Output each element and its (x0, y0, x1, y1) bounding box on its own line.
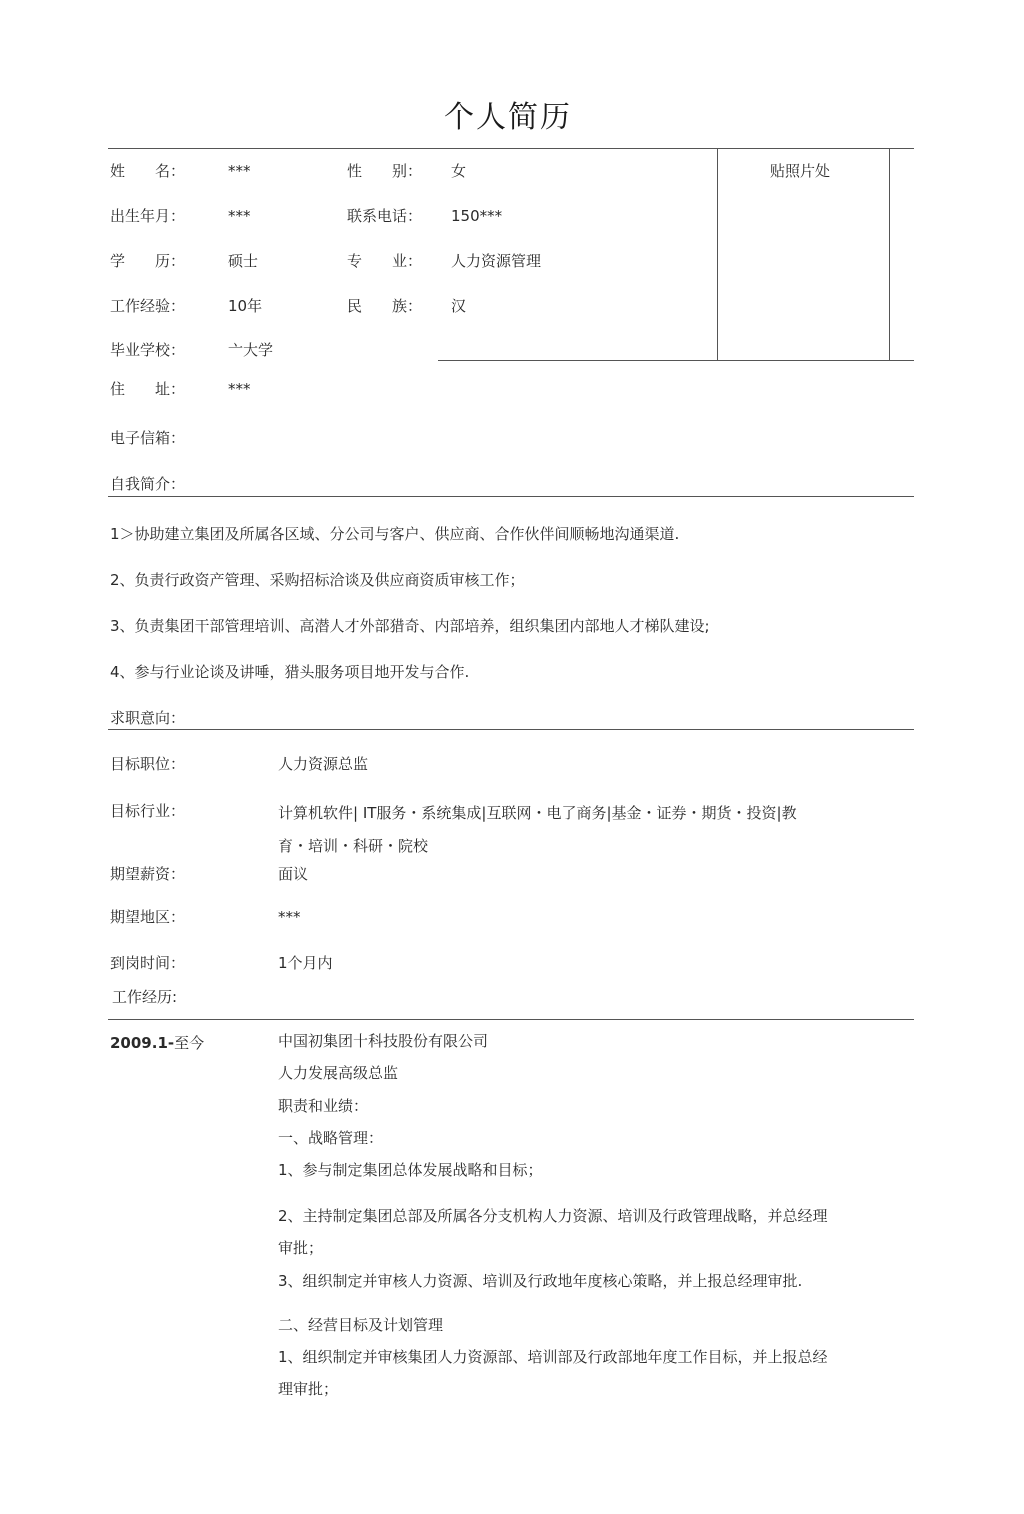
intro-rule (108, 496, 914, 497)
gender-value: 女 (451, 162, 467, 180)
expected-region-label: 期望地区： (110, 908, 186, 926)
intent-heading: 求职意向： (110, 709, 186, 727)
photo-box-left-border (717, 148, 718, 361)
section-strategy: 一、战略管理： (278, 1129, 384, 1147)
duty-item-continued: 审批； (278, 1239, 324, 1257)
expected-salary-value: 面议 (278, 865, 309, 883)
name-label: 姓 名： (110, 162, 186, 180)
phone-label: 联系电话： (347, 207, 423, 225)
intent-rule (108, 729, 914, 730)
job-title: 人力发展高级总监 (278, 1064, 399, 1082)
intro-item: 3、负责集团干部管理培训、高潜人才外部猎奇、内部培养，组织集团内部地人才梯队建设; (110, 617, 710, 635)
duties-heading: 职责和业绩： (278, 1097, 369, 1115)
duty-item-continued: 理审批； (278, 1380, 339, 1398)
experience-label: 工作经验： (110, 297, 186, 315)
start-time-value: 1个月内 (278, 954, 333, 972)
target-industry-line1: 计算机软件| IT服务・系统集成|互联网・电了商务|基金・证券・期货・投资|教 (278, 804, 797, 822)
school-label: 毕业学校： (110, 341, 186, 359)
major-value: 人力资源管理 (451, 252, 542, 270)
address-label: 住 址： (110, 380, 186, 398)
intro-heading: 自我简介： (110, 475, 186, 493)
gender-label: 性 别： (347, 162, 423, 180)
phone-value: 150*** (451, 207, 503, 225)
education-value: 硕士 (228, 252, 259, 270)
page-title: 个人简历 (444, 100, 572, 135)
ethnicity-value: 汉 (451, 297, 467, 315)
work-period (110, 1034, 204, 1052)
start-time-label: 到岗时间： (110, 954, 186, 972)
duty-item: 1、参与制定集团总体发展战略和目标； (278, 1161, 543, 1179)
duty-item: 3、组织制定并审核人力资源、培训及行政地年度核心策略，并上报总经理审批. (278, 1272, 803, 1290)
work-period-start: 2009.1- (110, 1034, 175, 1052)
intro-item: 4、参与行业论谈及讲唾，猎头服务项目地开发与合作. (110, 663, 470, 681)
work-rule (108, 1019, 914, 1020)
intro-item: 1＞协助建立集团及所属各区域、分公司与客户、供应商、合作伙伴间顺畅地沟通渠道. (110, 525, 680, 543)
birth-label: 出生年月： (110, 207, 186, 225)
expected-salary-label: 期望薪资： (110, 865, 186, 883)
photo-box-right-border (889, 148, 890, 361)
intro-item: 2、负责行政资产管理、采购招标洽谈及供应商资质审核工作； (110, 571, 525, 589)
email-label: 电子信箱： (110, 429, 186, 447)
duty-item: 2、主持制定集团总部及所属各分支机构人力资源、培训及行政管理战略，并总经理 (278, 1207, 828, 1225)
photo-placeholder-label: 贴照片处 (770, 162, 831, 180)
ethnicity-label: 民 族： (347, 297, 423, 315)
expected-region-value: *** (278, 908, 301, 926)
name-value: *** (228, 162, 251, 180)
photo-box-bottom-rule (438, 360, 914, 361)
birth-value: *** (228, 207, 251, 225)
address-value: *** (228, 380, 251, 398)
school-value: 亠大学 (228, 341, 274, 359)
target-industry-label: 目标行业： (110, 802, 186, 820)
duty-item: 1、组织制定并审核集团人力资源部、培训部及行政部地年度工作目标，并上报总经 (278, 1348, 828, 1366)
section-targets: 二、经营目标及计划管理 (278, 1316, 444, 1334)
target-position-label: 目标职位： (110, 755, 186, 773)
company-name: 中国初集团十科技股份有限公司 (278, 1032, 489, 1050)
work-heading: 工作经历: (112, 988, 178, 1006)
education-label: 学 历： (110, 252, 186, 270)
target-industry-line2: 育・培训・科研・院校 (278, 837, 429, 855)
major-label: 专 业： (347, 252, 423, 270)
experience-value: 10年 (228, 297, 263, 315)
header-top-rule (108, 148, 914, 149)
work-period-end: 至今 (174, 1034, 205, 1052)
target-position-value: 人力资源总监 (278, 755, 369, 773)
